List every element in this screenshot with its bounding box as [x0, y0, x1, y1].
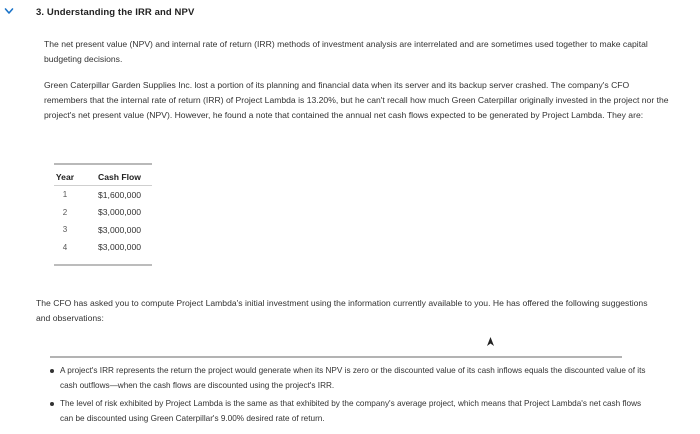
question-title: 3. Understanding the IRR and NPV	[36, 7, 195, 18]
cash-flow-cell: $3,000,000	[98, 242, 142, 253]
year-cell: 4	[62, 242, 68, 252]
suggestion-text: A project's IRR represents the return the project would generate when its NPV is zero or the discounted value of its cash inflows equals the discounted value of its cash outflows—when the cash flows are discounted using the project's IRR.	[60, 366, 646, 390]
year-cell: 2	[62, 207, 68, 217]
cash-flow-cell: $3,000,000	[98, 207, 142, 218]
suggestion-text: The level of risk exhibited by Project Lambda is the same as that exhibited by the company's average project, which means that Project Lambda's net cash flows can be discounted using Green Caterpillar's 9.00% desired rate of return.	[60, 399, 642, 423]
table-bottom-rule	[54, 264, 152, 266]
table-row	[54, 221, 152, 239]
table-header-row	[54, 169, 152, 186]
bullet-icon	[50, 369, 54, 373]
cash-flow-grid	[54, 169, 152, 256]
cash-flow-column-header: Cash Flow	[76, 169, 152, 186]
suggestions-top-rule	[50, 356, 622, 358]
year-cell: 3	[62, 225, 68, 235]
cash-flow-cell: $1,600,000	[98, 189, 142, 200]
cash-flow-cell: $3,000,000	[98, 224, 142, 235]
cfo-request-paragraph: The CFO has asked you to compute Project Lambda's initial investment using the information currently available to you. He has offered the following suggestions and observations:	[36, 298, 648, 323]
table-row	[54, 186, 152, 204]
list-item	[50, 364, 650, 393]
scenario-paragraph: Green Caterpillar Garden Supplies Inc. lost a portion of its planning and financial data when its server and its backup server crashed. The company's CFO remembers that the internal rate of return (IRR) of Project Lambda is 13.20%, but he can't recall how much Green Caterpillar originally invested in the project nor the project's net present value (NPV). However, he found a note that contained the annual net cash flows expected to be generated by Project Lambda. They are:	[44, 80, 669, 120]
cash-flow-table	[54, 163, 152, 266]
bullet-icon	[50, 402, 54, 406]
table-row	[54, 239, 152, 257]
year-column-header: Year	[54, 169, 76, 186]
mouse-pointer-icon	[486, 336, 495, 347]
year-cell: 1	[62, 190, 68, 200]
chevron-down-icon[interactable]	[4, 6, 14, 16]
list-item	[50, 397, 650, 426]
table-top-rule	[54, 163, 152, 165]
suggestions-list	[50, 364, 650, 430]
table-row	[54, 204, 152, 222]
intro-paragraph: The net present value (NPV) and internal rate of return (IRR) methods of investment analysis are interrelated and are sometimes used together to make capital budgeting decisions.	[44, 39, 648, 64]
